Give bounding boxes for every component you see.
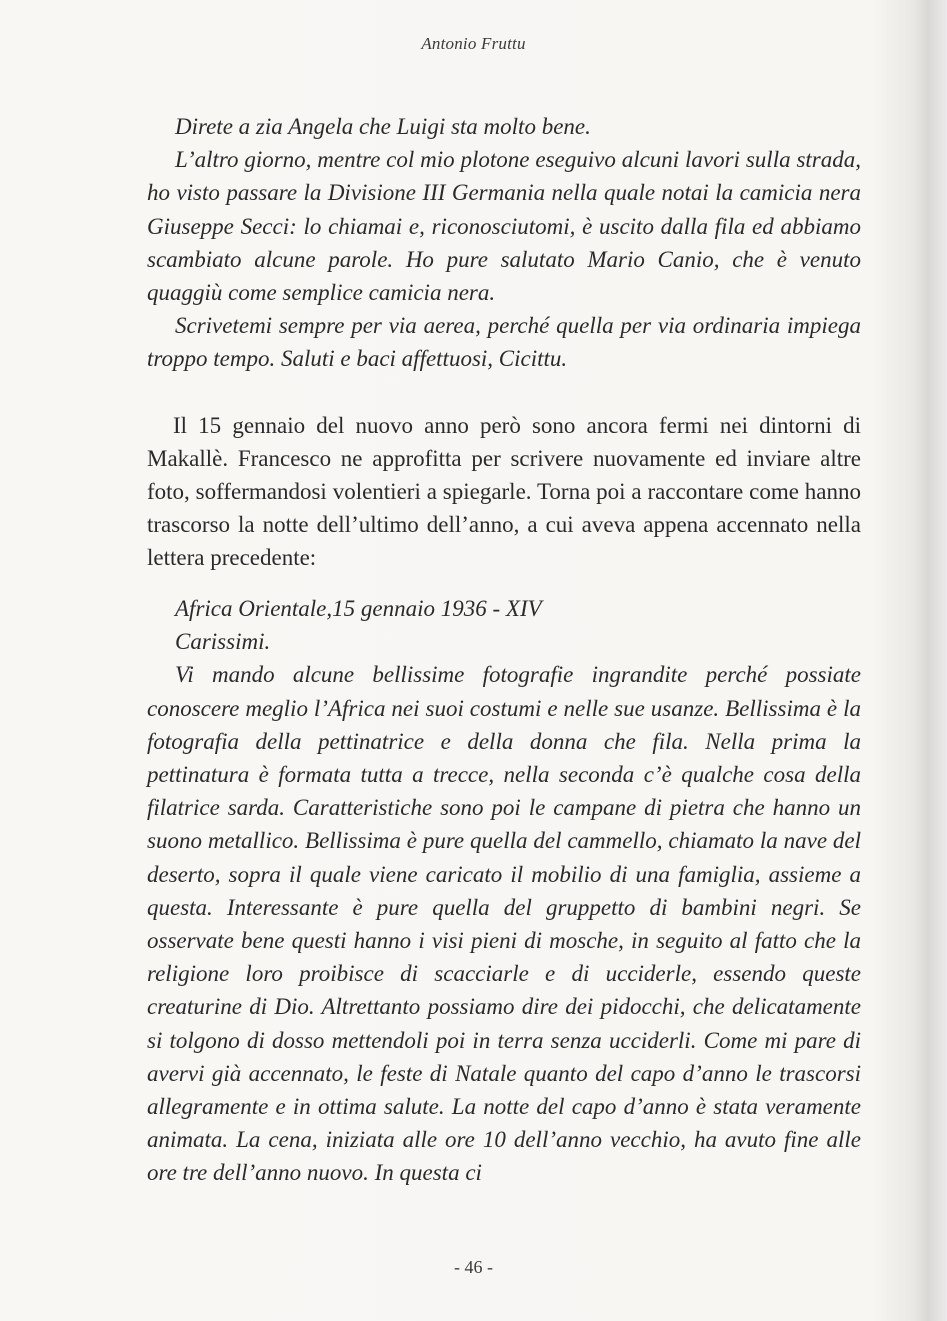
letter-two: [147, 592, 861, 1190]
letter-dateline: Africa Orientale,15 gennaio 1936 - XIV: [175, 596, 542, 621]
letter-one-paragraph: Direte a zia Angela che Luigi sta molto bene.: [175, 114, 591, 139]
letter-salutation: Carissimi.: [175, 629, 271, 655]
letter-one-paragraph: L’altro giorno, mentre col mio plotone eseguivo alcuni lavori sulla strada, ho visto passare la Divisione III Germania nella quale notai la camicia nera Giuseppe Secci: lo chiamai e, riconosciutomi, è uscito dalla fila ed abbiamo scambiato alcune parole. Ho pure salutato Mario Canio, che è venuto quaggiù come semplice camicia nera.: [147, 147, 861, 306]
letter-one-paragraph: Scrivetemi sempre per via aerea, perché quella per via ordinaria impiega troppo tempo. Saluti e baci affettuosi, Cicittu.: [147, 313, 861, 372]
letter-two-body: Vi mando alcune bellissime fotografie ingrandite perché possiate conoscere meglio l’Africa nei suoi costumi e nelle sue usanze. Bellissima è la fotografia della pettinatrice e della donna che fila. Nella prima la pettinatura è formata tutta a trecce, nella seconda c’è qualche cosa della filatrice sarda. Caratteristiche sono poi le campane di pietra che hanno un suono metallico. Bellissima è pure quella del cammello, chiamato la nave del deserto, sopra il quale viene caricato il mobilio di una famiglia, assieme a questa. Interessante è pure quella del gruppetto di bambini negri. Se osservate bene questi hanno i visi pieni di mosche, in seguito al fatto che la religione loro proibisce di scacciarle e di ucciderle, essendo queste creaturine di Dio. Altrettanto possiamo dire dei pidocchi, che delicatamente si tolgono di dosso mettendoli poi in terra senza ucciderli. Come mi pare di avervi già accennato, le feste di Natale quanto del capo d’anno le trascorsi allegramente e in ottima salute. La notte del capo d’anno è stata veramente animata. La cena, iniziata alle ore 10 dell’anno vecchio, ha avuto fine alle ore tre dell’anno nuovo. In questa ci: [147, 662, 861, 1186]
narrative-section: [147, 409, 861, 574]
page-number: - 46 -: [454, 1257, 493, 1277]
narrative-paragraph: Il 15 gennaio del nuovo anno però sono ancora fermi nei dintorni di Makallè. Francesco ne approfitta per scrivere nuovamente ed inviare altre foto, soffermandosi volentieri a spiegarle. Torna poi a raccontare come hanno trascorso la notte dell’ultimo dell’anno, a cui aveva appena accennato nella lettera precedente:: [147, 413, 861, 570]
letter-one: [147, 110, 861, 376]
running-head: Antonio Fruttu: [421, 34, 526, 53]
